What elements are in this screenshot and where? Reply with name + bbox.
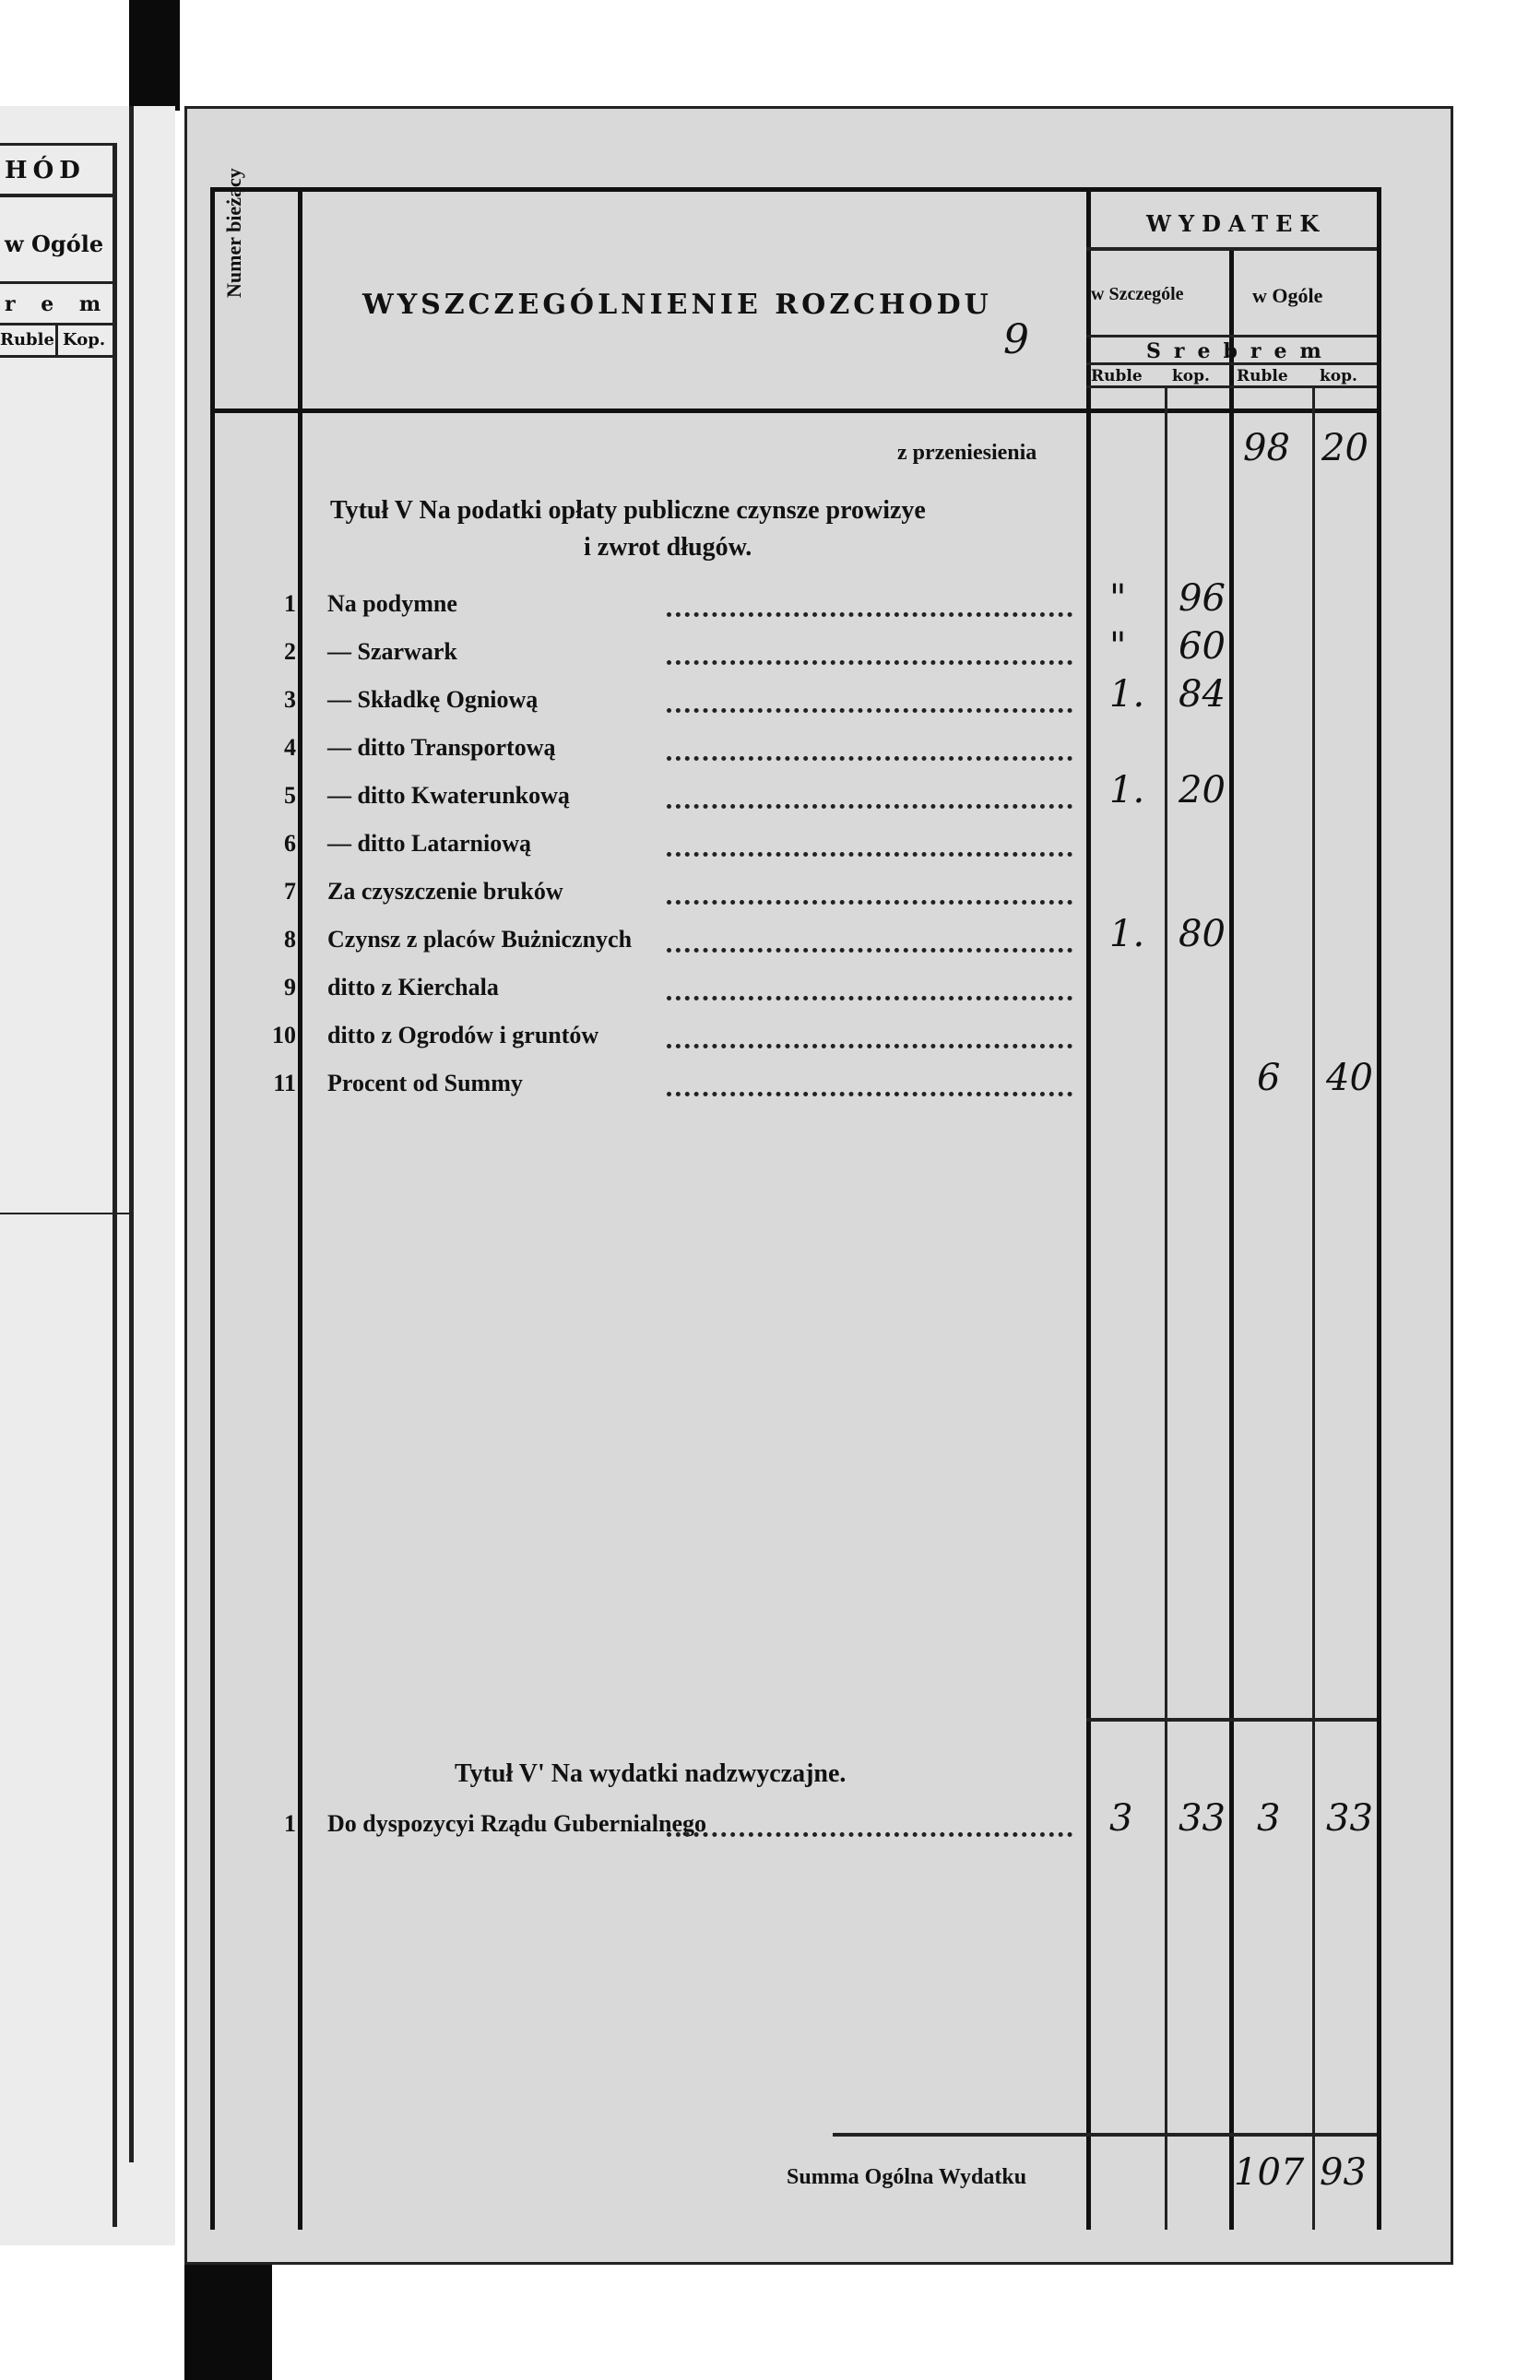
col-detail-header: w Szczególe: [1091, 284, 1184, 304]
left-col-total: w Ogóle: [5, 231, 104, 257]
row-label: — ditto Transportową: [327, 734, 556, 761]
amount-kop: 96: [1179, 577, 1226, 620]
amount-rub: 1.: [1109, 673, 1145, 716]
leader-dots: [667, 852, 1072, 857]
leader-dots: [667, 948, 1072, 953]
row-number: 5: [284, 782, 296, 809]
rub-header: Ruble: [1091, 367, 1143, 385]
row-number: 1: [284, 1810, 296, 1837]
table-row: [187, 769, 1386, 823]
amount-trub: 6: [1257, 1057, 1281, 1099]
leader-dots: [667, 756, 1072, 761]
row-number: 2: [284, 638, 296, 665]
amount-kop: 20: [1179, 769, 1226, 811]
wydatek-header: WYDATEK: [1146, 210, 1327, 237]
row-number: 9: [284, 974, 296, 1001]
amount-trub: 3: [1257, 1797, 1281, 1840]
amount-rub: 3: [1109, 1797, 1133, 1840]
summary-label: Summa Ogólna Wydatku: [787, 2165, 1027, 2189]
leader-dots: [667, 900, 1072, 905]
table-row: [187, 913, 1386, 967]
row-label: — ditto Latarniową: [327, 830, 531, 857]
carried-over-kop: 20: [1321, 427, 1368, 469]
table-row: [187, 1797, 1386, 1852]
row-label: — Szarwark: [327, 638, 457, 665]
currency-header: Srebrem: [1146, 339, 1334, 363]
kop-header-2: kop.: [1320, 367, 1357, 385]
amount-kop: 33: [1179, 1797, 1226, 1840]
leader-dots: [667, 1044, 1072, 1048]
binding-strip-bottom: [184, 2259, 272, 2380]
page-number: 9: [1003, 316, 1029, 363]
row-label: Na podymne: [327, 590, 457, 617]
left-header: HÓD: [5, 157, 86, 184]
row-number: 6: [284, 830, 296, 857]
amount-kop: 60: [1179, 625, 1226, 668]
carried-over-label: z przeniesienia: [897, 441, 1037, 465]
row-number: 3: [284, 686, 296, 713]
row-label: — ditto Kwaterunkową: [327, 782, 570, 809]
row-label: Procent od Summy: [327, 1070, 523, 1096]
table-row: [187, 673, 1386, 728]
row-label: — Składkę Ogniową: [327, 686, 539, 713]
section2-title: Tytuł V' Na wydatki nadzwyczajne.: [455, 1759, 847, 1788]
section1-subtitle: i zwrot długów.: [584, 533, 752, 562]
left-page: [0, 106, 175, 2245]
leader-dots: [667, 660, 1072, 665]
table-row: [187, 1057, 1386, 1111]
leader-dots: [667, 1832, 1072, 1837]
left-currency: r e m: [5, 292, 111, 316]
amount-rub: 1.: [1109, 913, 1145, 955]
table-row: [187, 830, 1386, 871]
carried-over-rub: 98: [1243, 427, 1290, 469]
leader-dots: [667, 996, 1072, 1001]
summary-total-kop: 93: [1320, 2151, 1367, 2194]
binding-strip: [129, 0, 180, 111]
col-total-header: w Ogóle: [1252, 284, 1323, 307]
leader-dots: [667, 612, 1072, 617]
row-label: Za czyszczenie bruków: [327, 878, 563, 905]
kop-header: kop.: [1172, 367, 1210, 385]
amount-tkop: 40: [1326, 1057, 1373, 1099]
leader-dots: [667, 708, 1072, 713]
row-number: 8: [284, 926, 296, 953]
row-number: 11: [273, 1070, 296, 1096]
summary-total-rub: 107: [1234, 2151, 1305, 2194]
ledger-page: [184, 106, 1453, 2265]
table-row: [187, 974, 1386, 1015]
row-number: 1: [284, 590, 296, 617]
amount-kop: 80: [1179, 913, 1226, 955]
row-label: ditto z Kierchala: [327, 974, 499, 1001]
row-number-label: Numer bieżący: [222, 168, 245, 298]
row-number: 4: [284, 734, 296, 761]
row-number: 10: [272, 1022, 296, 1048]
table-row: [187, 1022, 1386, 1063]
rub-header-2: Ruble: [1237, 367, 1288, 385]
row-number: 7: [284, 878, 296, 905]
amount-rub: 1.: [1109, 769, 1145, 811]
row-label: Do dyspozycyi Rządu Gubernialnego: [327, 1810, 706, 1837]
amount-kop: 84: [1179, 673, 1226, 716]
leader-dots: [667, 1092, 1072, 1096]
left-rub: Ruble: [0, 330, 54, 349]
row-label: ditto z Ogrodów i gruntów: [327, 1022, 599, 1048]
amount-rub: ": [1109, 625, 1127, 668]
row-label: Czynsz z placów Bużnicznych: [327, 926, 633, 953]
left-kop: Kop.: [63, 330, 106, 349]
page-title: WYSZCZEGÓLNIENIE ROZCHODU: [362, 289, 992, 321]
amount-tkop: 33: [1326, 1797, 1373, 1840]
section1-title: Tytuł V Na podatki opłaty publiczne czynsze prowizye: [330, 496, 926, 525]
leader-dots: [667, 804, 1072, 809]
amount-rub: ": [1109, 577, 1127, 620]
